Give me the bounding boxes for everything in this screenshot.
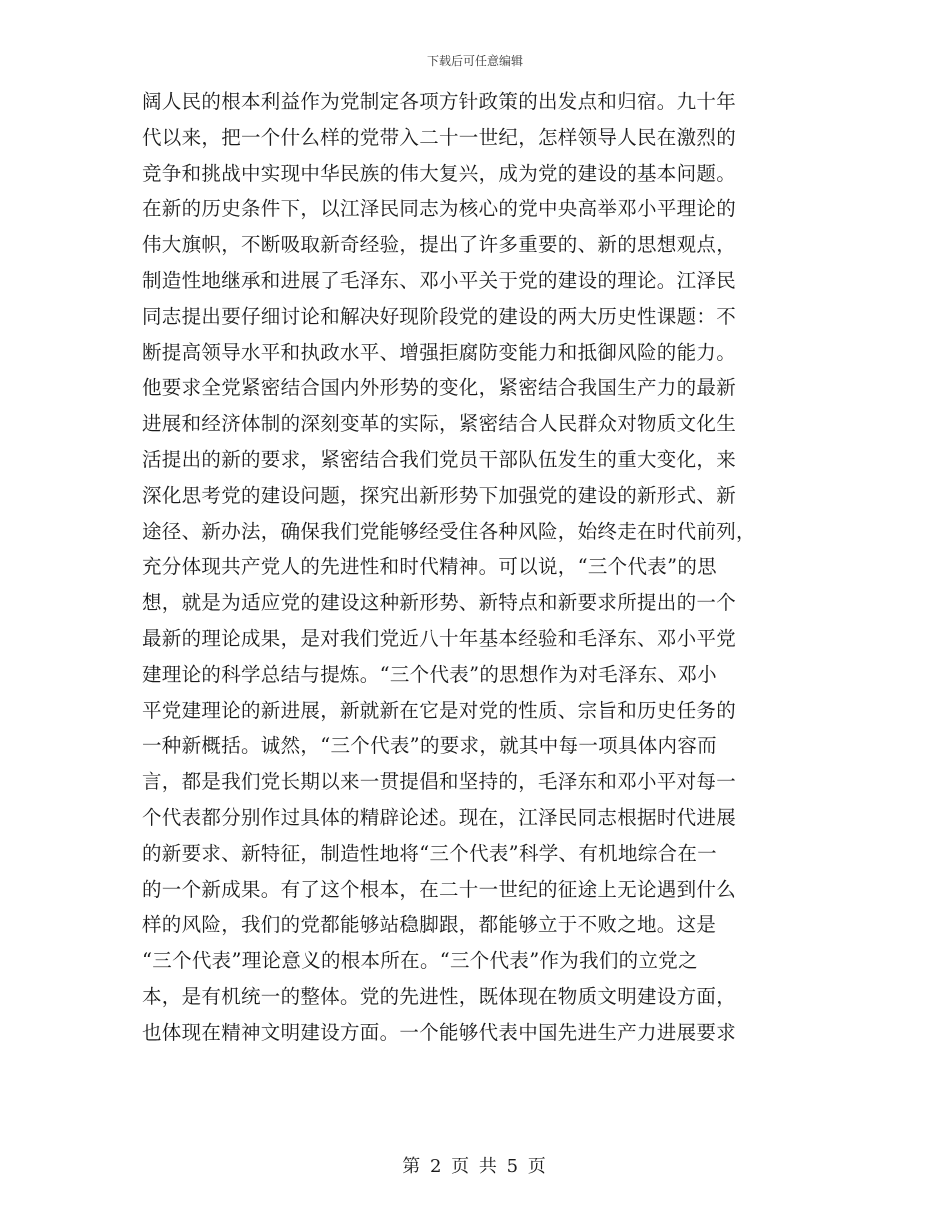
text-line: 最新的理论成果，是对我们党近八十年基本经验和毛泽东、邓小平党 <box>142 626 737 650</box>
text-line: 阔人民的根本利益作为党制定各项方针政策的出发点和归宿。九十年 <box>142 90 737 113</box>
text-line: 竞争和挑战中实现中华民族的伟大复兴，成为党的建设的基本问题。 <box>142 161 737 185</box>
text-line: 也体现在精神文明建设方面。一个能够代表中国先进生产力进展要求 <box>142 1020 737 1044</box>
page-number: 第 2 页 共 5 页 <box>402 1156 548 1177</box>
text-line: 言，都是我们党长期以来一贯提倡和坚持的，毛泽东和邓小平对每一 <box>142 770 737 794</box>
text-line: 平党建理论的新进展，新就新在它是对党的性质、宗旨和历史任务的 <box>142 698 737 722</box>
text-line: 深化思考党的建设问题，探究出新形势下加强党的建设的新形式、新 <box>142 483 737 507</box>
page-header: 下载后可任意编辑 <box>426 54 523 68</box>
text-line: 途径、新办法，确保我们党能够经受住各种风险，始终走在时代前列， <box>142 519 756 543</box>
text-line: 个代表都分别作过具体的精辟论述。现在，江泽民同志根据时代进展 <box>142 805 737 829</box>
text-line: 制造性地继承和进展了毛泽东、邓小平关于党的建设的理论。江泽民 <box>142 268 737 292</box>
text-line: 代以来，把一个什么样的党带入二十一世纪，怎样领导人民在激烈的 <box>142 125 737 149</box>
text-line: “三个代表”理论意义的根本所在。“三个代表”作为我们的立党之 <box>142 949 698 973</box>
text-line: 的新要求、新特征，制造性地将“三个代表”科学、有机地综合在一 <box>142 841 717 865</box>
body-text <box>142 84 802 1051</box>
text-line: 断提高领导水平和执政水平、增强拒腐防变能力和抵御风险的能力。 <box>142 340 737 364</box>
text-line: 伟大旗帜，不断吸取新奇经验，提出了许多重要的、新的思想观点， <box>142 233 737 257</box>
text-line: 的一个新成果。有了这个根本，在二十一世纪的征途上无论遇到什么 <box>142 877 737 901</box>
text-line: 本，是有机统一的整体。党的先进性，既体现在物质文明建设方面， <box>142 984 737 1008</box>
text-line: 建理论的科学总结与提炼。“三个代表”的思想作为对毛泽东、邓小 <box>142 662 717 686</box>
text-line: 充分体现共产党人的先进性和时代精神。可以说，“三个代表”的思 <box>142 555 717 579</box>
text-line: 在新的历史条件下，以江泽民同志为核心的党中央高举邓小平理论的 <box>142 197 737 221</box>
text-line: 他要求全党紧密结合国内外形势的变化，紧密结合我国生产力的最新 <box>142 376 737 400</box>
text-line: 样的风险，我们的党都能够站稳脚跟，都能够立于不败之地。这是 <box>142 913 717 937</box>
text-line: 一种新概括。诚然，“三个代表”的要求，就其中每一项具体内容而 <box>142 734 717 758</box>
text-line: 想，就是为适应党的建设这种新形势、新特点和新要求所提出的一个 <box>142 591 737 615</box>
text-line: 活提出的新的要求，紧密结合我们党员干部队伍发生的重大变化，来 <box>142 447 737 471</box>
text-line: 进展和经济体制的深刻变革的实际，紧密结合人民群众对物质文化生 <box>142 412 737 436</box>
text-line: 同志提出要仔细讨论和解决好现阶段党的建设的两大历史性课题：不 <box>142 304 737 328</box>
